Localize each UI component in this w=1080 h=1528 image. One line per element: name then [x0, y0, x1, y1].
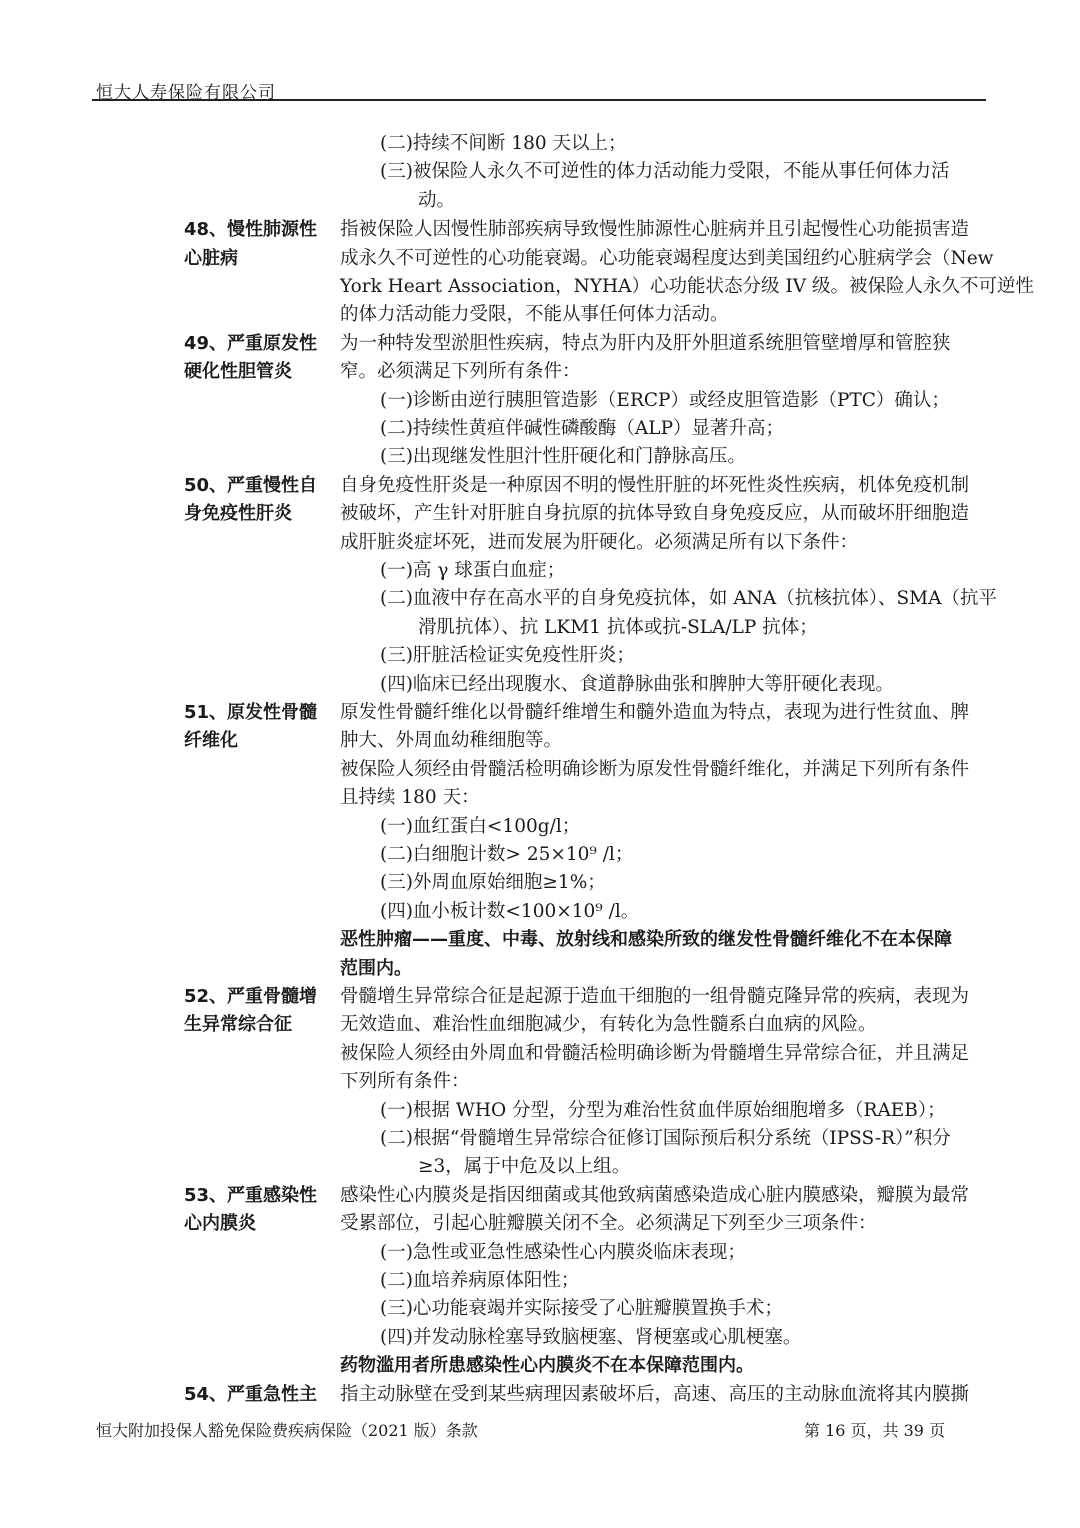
definition-text: 窄。必须满足下列所有条件： [340, 361, 581, 382]
definition-text: 被破坏，产生针对肝脏自身抗原的抗体导致自身免疫反应，从而破坏肝细胞造 [340, 503, 970, 524]
page-number: 第 16 页，共 39 页 [804, 1421, 946, 1440]
document-title: 恒大附加投保人豁免保险费疾病保险（2021 版）条款 [96, 1421, 478, 1440]
condition-item: (四)并发动脉栓塞导致脑梗塞、肾梗塞或心肌梗塞。 [380, 1327, 802, 1348]
condition-item: (三)肝脏活检证实免疫性肝炎； [380, 645, 635, 666]
disease-term: 50、严重慢性自 [184, 475, 318, 496]
condition-item: (一)血红蛋白<100g/l； [380, 816, 581, 837]
disease-term: 52、严重骨髓增 [184, 986, 318, 1007]
disease-term: 53、严重感染性 [184, 1185, 318, 1206]
condition-item: (一)急性或亚急性感染性心内膜炎临床表现； [380, 1242, 746, 1263]
disease-term: 49、严重原发性 [184, 333, 318, 354]
condition-item-continuation: 滑肌抗体）、抗 LKM1 抗体或抗-SLA/LP 抗体； [418, 617, 818, 638]
definition-text: 被保险人须经由外周血和骨髓活检明确诊断为骨髓增生异常综合征，并且满足 [340, 1043, 970, 1064]
condition-item-continuation: 动。 [418, 190, 456, 211]
condition-item: (二)血培养病原体阳性； [380, 1270, 580, 1291]
definition-text: 骨髓增生异常综合征是起源于造血干细胞的一组骨髓克隆异常的疾病，表现为 [340, 986, 970, 1007]
definition-text: 肿大、外周血幼稚细胞等。 [340, 730, 563, 751]
definition-text: 无效造血、难治性血细胞减少，有转化为急性髓系白血病的风险。 [340, 1014, 877, 1035]
definition-text: 成肝脏炎症坏死，进而发展为肝硬化。必须满足所有以下条件： [340, 532, 859, 553]
definition-text: 成永久不可逆性的心功能衰竭。心功能衰竭程度达到美国纽约心脏病学会（New [340, 248, 994, 269]
definition-text: 自身免疫性肝炎是一种原因不明的慢性肝脏的坏死性炎性疾病，机体免疫机制 [340, 475, 970, 496]
condition-item: (一)根据 WHO 分型，分型为难治性贫血伴原始细胞增多（RAEB）； [380, 1100, 946, 1121]
disease-term: 51、原发性骨髓 [184, 702, 318, 723]
exclusion-note: 范围内。 [340, 958, 412, 979]
condition-item: (二)持续不间断 180 天以上； [380, 133, 627, 154]
disease-term: 心内膜炎 [184, 1213, 256, 1234]
exclusion-note: 恶性肿瘤——重度、中毒、放射线和感染所致的继发性骨髓纤维化不在本保障 [340, 929, 952, 950]
definition-text: 指被保险人因慢性肺部疾病导致慢性肺源性心脏病并且引起慢性心功能损害造 [340, 219, 970, 240]
condition-item-continuation: ≥3，属于中危及以上组。 [418, 1156, 631, 1177]
disease-term: 心脏病 [184, 248, 238, 269]
exclusion-note: 药物滥用者所患感染性心内膜炎不在本保障范围内。 [340, 1355, 754, 1376]
disease-term: 48、慢性肺源性 [184, 219, 318, 240]
condition-item: (二)血液中存在高水平的自身免疫抗体，如 ANA（抗核抗体）、SMA（抗平 [380, 588, 997, 609]
condition-item: (一)高 γ 球蛋白血症； [380, 560, 566, 581]
condition-item: (三)被保险人永久不可逆性的体力活动能力受限，不能从事任何体力活 [380, 161, 950, 182]
disease-term: 身免疫性肝炎 [184, 503, 292, 524]
definition-text: 下列所有条件： [340, 1071, 470, 1092]
definition-text: 受累部位，引起心脏瓣膜关闭不全。必须满足下列至少三项条件： [340, 1213, 877, 1234]
condition-item: (三)出现继发性胆汁性肝硬化和门静脉高压。 [380, 446, 746, 467]
disease-term: 纤维化 [184, 730, 238, 751]
disease-term: 生异常综合征 [184, 1014, 292, 1035]
definition-text: York Heart Association，NYHA）心功能状态分级 IV 级。被保险人永久不可逆性 [340, 276, 1034, 297]
condition-item: (三)外周血原始细胞≥1%； [380, 872, 606, 893]
condition-item: (二)白细胞计数> 25×10⁹ /l； [380, 844, 634, 865]
definition-text: 原发性骨髓纤维化以骨髓纤维增生和髓外造血为特点，表现为进行性贫血、脾 [340, 702, 970, 723]
condition-item: (四)临床已经出现腹水、食道静脉曲张和脾肿大等肝硬化表现。 [380, 674, 894, 695]
definition-text: 指主动脉壁在受到某些病理因素破坏后，高速、高压的主动脉血流将其内膜撕 [340, 1384, 970, 1405]
company-name: 恒大人寿保险有限公司 [96, 83, 276, 103]
definition-text: 感染性心内膜炎是指因细菌或其他致病菌感染造成心脏内膜感染，瓣膜为最常 [340, 1185, 970, 1206]
definition-text: 为一种特发型淤胆性疾病，特点为肝内及肝外胆道系统胆管壁增厚和管腔狭 [340, 333, 951, 354]
condition-item: (四)血小板计数<100×10⁹ /l。 [380, 901, 640, 922]
definition-text: 的体力活动能力受限，不能从事任何体力活动。 [340, 304, 729, 325]
condition-item: (三)心功能衰竭并实际接受了心脏瓣膜置换手术； [380, 1298, 783, 1319]
header-divider [92, 99, 986, 101]
disease-term: 54、严重急性主 [184, 1384, 318, 1405]
definition-text: 且持续 180 天： [340, 787, 480, 808]
definition-text: 被保险人须经由骨髓活检明确诊断为原发性骨髓纤维化，并满足下列所有条件 [340, 759, 970, 780]
disease-term: 硬化性胆管炎 [184, 361, 292, 382]
condition-item: (二)持续性黄疸伴碱性磷酸酶（ALP）显著升高； [380, 418, 785, 439]
condition-item: (二)根据“骨髓增生异常综合征修订国际预后积分系统（IPSS-R）”积分 [380, 1128, 951, 1149]
condition-item: (一)诊断由逆行胰胆管造影（ERCP）或经皮胆管造影（PTC）确认； [380, 390, 950, 411]
